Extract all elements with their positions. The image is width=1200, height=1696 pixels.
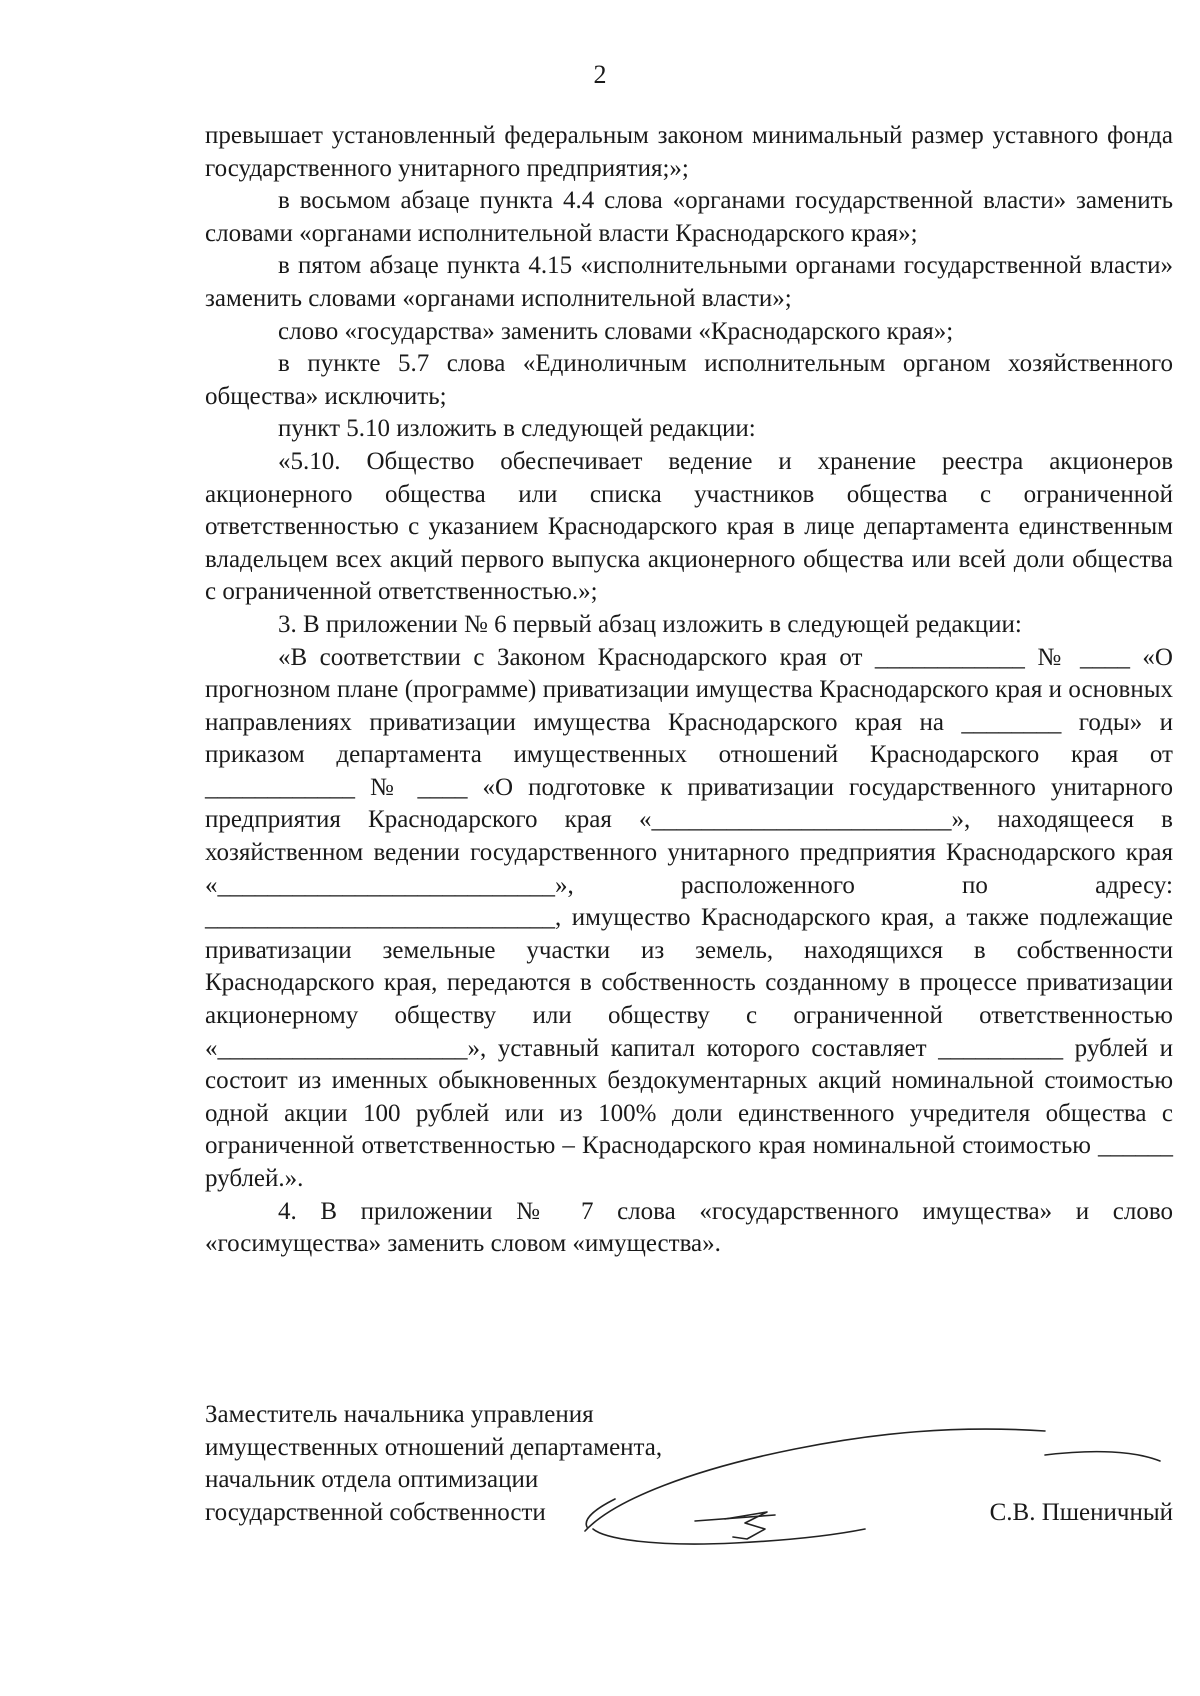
paragraph: пункт 5.10 изложить в следующей редакции: xyxy=(278,415,756,443)
page-number: 2 xyxy=(593,60,607,89)
signatory-position-line: имущественных отношений департамента, xyxy=(205,1433,663,1461)
paragraph: «В соответствии с Законом Краснодарского края от ____________ № ____ «О прогнозном плане (программе) приватизации имущества Краснодарского края и основных направлениях приватизации имущества Краснодарского края на ________ годы» и приказом департамента имущественных отношений Краснодарского края от ____________ № ____ «О подготовке к приватизации государственного унитарного предприятия Краснодарского края «________________________», находящееся в хозяйственном ведении государственного унитарного предприятия Краснодарского края «___________________________», расположенного по адресу: ____________________________, имущество Краснодарского края, а также подлежащие приватизации земельные участки из земель, находящихся в собственности Краснодарского края, передаются в собственность созданному в процессе приватизации акционерному обществу или обществу с ограниченной ответственностью «____________________», уставный капитал которого составляет __________ рублей и состоит из именных обыкновенных бездокументарных акций номинальной стоимостью одной акции 100 рублей или из 100% доли единственного учредителя общества с ограниченной ответственностью – Краснодарского края номинальной стоимостью ______ рублей.». xyxy=(205,643,1173,1192)
paragraph: в пункте 5.7 слова «Единоличным исполнительным органом хозяйственного общества» исключить; xyxy=(205,350,1173,410)
paragraph: «5.10. Общество обеспечивает ведение и хранение реестра акционеров акционерного общества или списка участников общества с ограниченной ответственностью с указанием Краснодарского края в лице департамента единственным владельцем всех акций первого выпуска акционерного общества или всей доли общества с ограниченной ответственностью.»; xyxy=(205,447,1173,606)
signatory-position-line: Заместитель начальника управления xyxy=(205,1401,594,1428)
paragraph: превышает установленный федеральным законом минимальный размер уставного фонда государственного унитарного предприятия;»; xyxy=(205,122,1173,182)
paragraph: в восьмом абзаце пункта 4.4 слова «органами государственной власти» заменить словами «органами исполнительной власти Краснодарского края»; xyxy=(205,187,1173,247)
signatory-position-line: начальник отдела оптимизации xyxy=(205,1466,539,1494)
signature-block xyxy=(205,1399,1173,1539)
document-body xyxy=(205,120,1173,1261)
signatory-name: С.В. Пшеничный xyxy=(989,1499,1173,1526)
paragraph: 4. В приложении № 7 слова «государственного имущества» и слово «госимущества» заменить словом «имущества». xyxy=(205,1197,1173,1258)
paragraph: в пятом абзаце пункта 4.15 «исполнительными органами государственной власти» заменить словами «органами исполнительной власти»; xyxy=(205,252,1173,312)
paragraph: слово «государства» заменить словами «Краснодарского края»; xyxy=(278,317,954,345)
signatory-position-line: государственной собственности xyxy=(205,1498,546,1526)
paragraph: 3. В приложении № 6 первый абзац изложить в следующей редакции: xyxy=(278,610,1022,638)
